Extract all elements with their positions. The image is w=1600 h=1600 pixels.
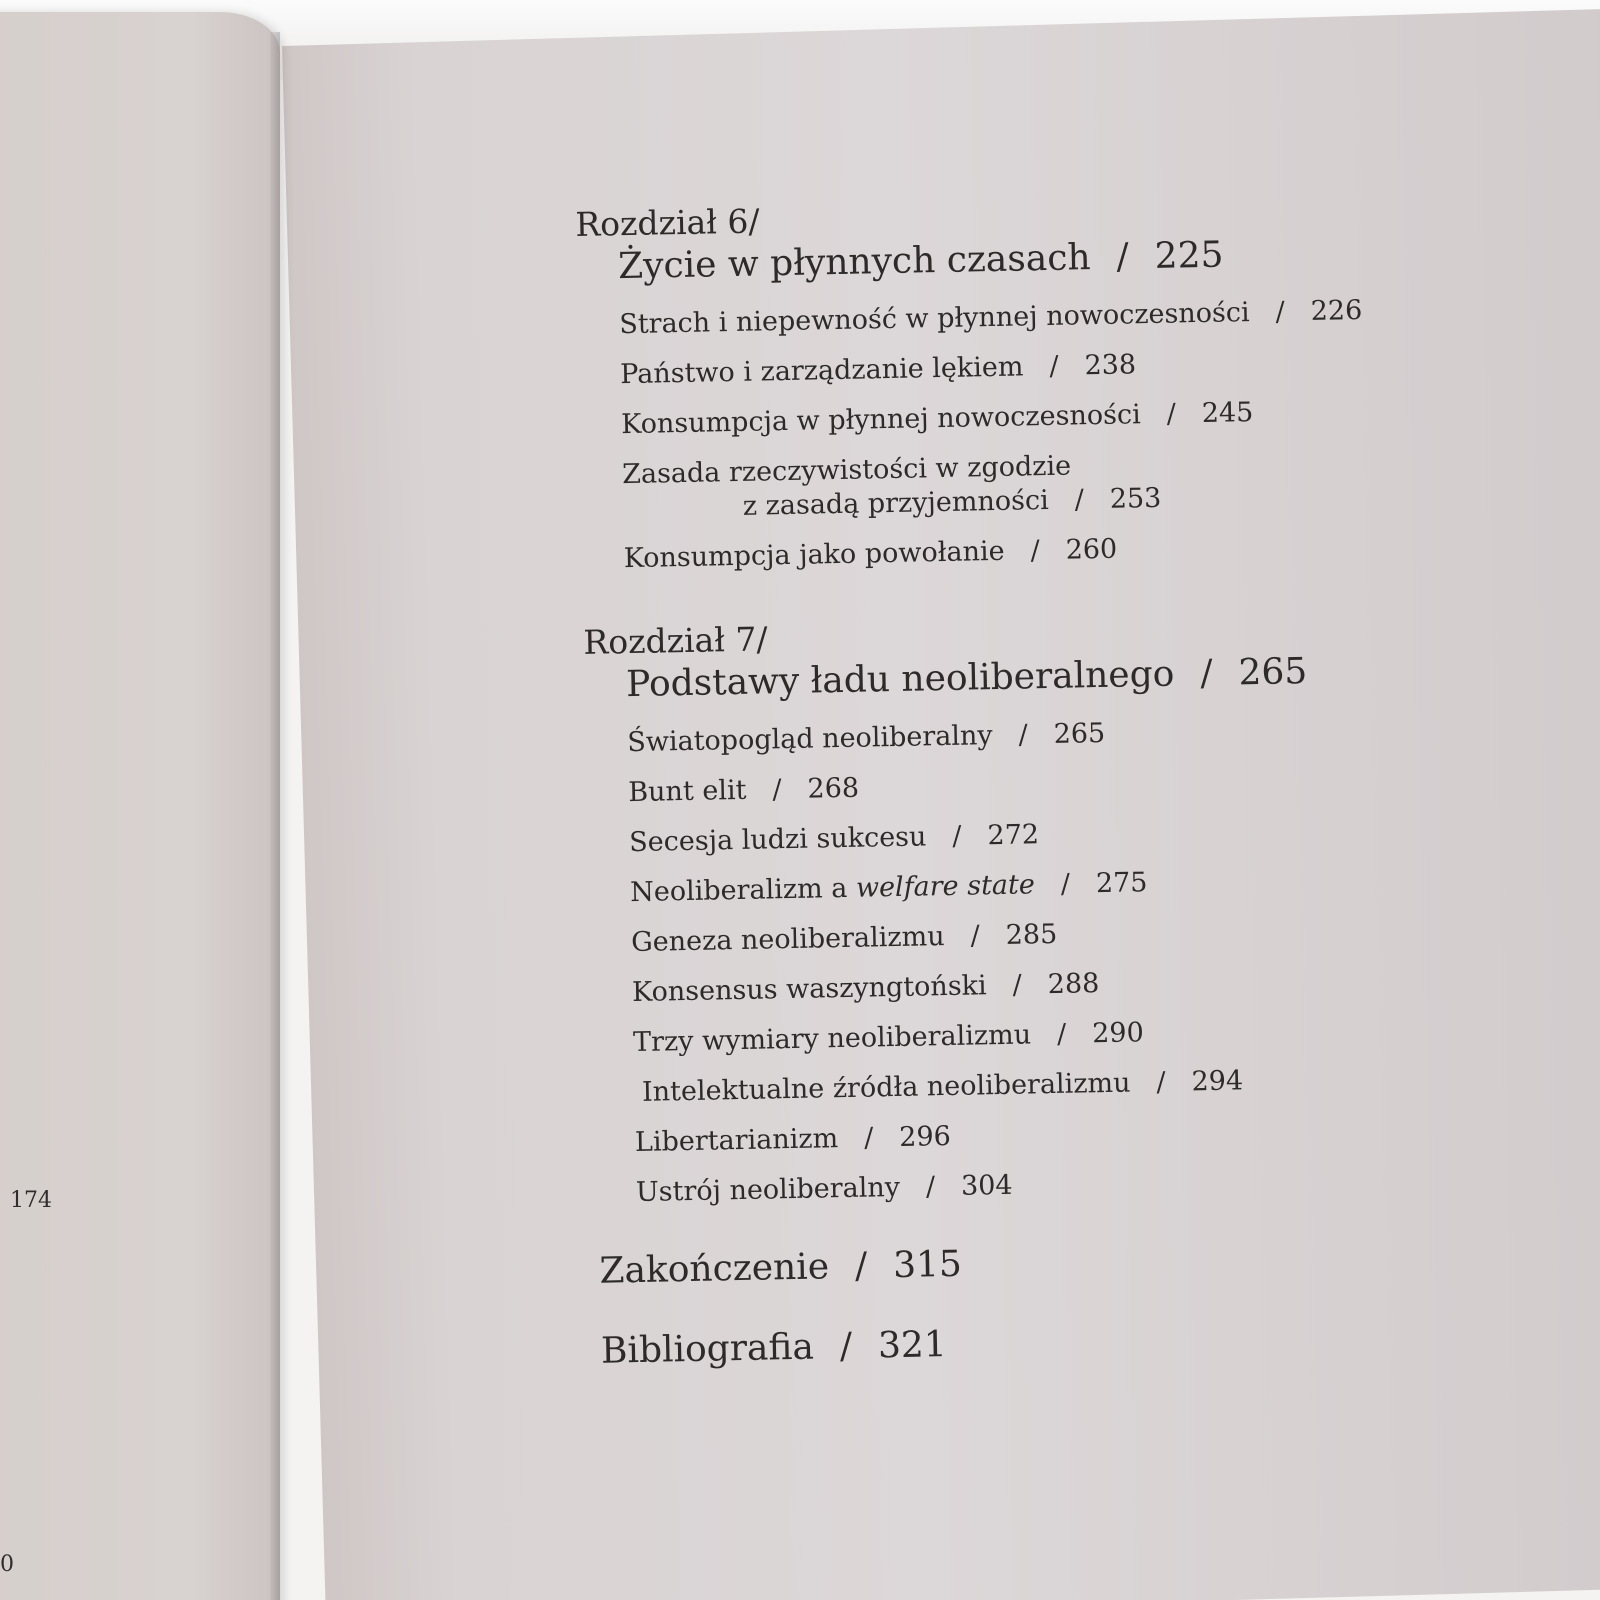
page-number: 265 — [1053, 717, 1106, 750]
page-number: 288 — [1047, 968, 1100, 1001]
toc-entry — [635, 1110, 1493, 1160]
toc-entry — [631, 910, 1489, 960]
chapter-label: Rozdział 6/ — [575, 201, 760, 244]
entry-text: Światopogląd neoliberalny — [627, 720, 993, 759]
toc-entry — [630, 860, 1488, 910]
entry-text: Neoliberalizm a — [629, 872, 857, 909]
entry-text: Libertarianizm — [634, 1123, 839, 1159]
separator: / — [839, 1325, 853, 1368]
entry-text: Secesja ludzi sukcesu — [628, 821, 927, 859]
separator: / — [772, 774, 782, 806]
page-number: 315 — [892, 1243, 963, 1287]
entry-text: Intelektualne źródła neoliberalizmu — [641, 1067, 1131, 1108]
separator: / — [1199, 652, 1213, 695]
left-page — [0, 12, 280, 1600]
entry-text: Zasada rzeczywistości w zgodzie — [621, 450, 1072, 491]
toc-entry — [628, 760, 1486, 810]
separator: / — [925, 1171, 936, 1203]
entry-text: Geneza neoliberalizmu — [630, 921, 945, 959]
entry-text: Trzy wymiary neoliberalizmu — [632, 1019, 1032, 1059]
entry-text: Konsensus waszyngtoński — [631, 970, 987, 1009]
separator: / — [863, 1122, 874, 1154]
page-number: 321 — [877, 1324, 948, 1367]
page-number: 290 — [1091, 1017, 1145, 1050]
entry-text: Ustrój neoliberalny — [635, 1171, 901, 1209]
entry-text: Państwo i zarządzanie lękiem — [619, 351, 1024, 391]
left-page-number: 174 — [10, 1188, 52, 1213]
page-number: 253 — [1109, 482, 1162, 515]
toc-entry — [642, 1060, 1492, 1110]
chapter-6 — [575, 188, 1482, 577]
entry-text: Bibliografia — [600, 1326, 815, 1372]
separator: / — [1049, 350, 1059, 382]
toc-entry — [621, 392, 1479, 442]
separator: / — [1056, 1018, 1067, 1050]
toc-entry — [632, 960, 1490, 1010]
separator: / — [1275, 296, 1285, 328]
toc-entry — [622, 442, 1481, 526]
chapter-7 — [583, 606, 1494, 1211]
toc-entry-bibliography — [601, 1312, 1498, 1375]
separator: / — [854, 1245, 868, 1287]
toc-entry — [629, 810, 1487, 860]
toc-entry — [636, 1160, 1494, 1210]
separator: / — [1074, 484, 1085, 516]
page-number: 296 — [898, 1120, 952, 1153]
page-number: 226 — [1310, 294, 1363, 327]
separator: / — [1156, 1066, 1166, 1098]
page-number: 272 — [987, 819, 1040, 852]
toc-entry — [620, 342, 1478, 392]
toc-entry — [623, 526, 1481, 576]
entry-text: Konsumpcja w płynnej nowoczesności — [620, 399, 1141, 441]
entry-text: Zakończenie — [599, 1246, 830, 1292]
page-number: 260 — [1065, 533, 1118, 566]
page-number: 238 — [1084, 349, 1137, 382]
page-number: 245 — [1201, 397, 1254, 430]
page-number: 304 — [960, 1169, 1013, 1202]
separator: / — [1018, 719, 1028, 751]
page-number: 268 — [807, 772, 860, 805]
separator: / — [1030, 535, 1040, 567]
chapter-title-text: Życie w płynnych czasach — [617, 237, 1091, 288]
separator: / — [1116, 236, 1130, 278]
entry-text: Bunt elit — [627, 774, 747, 809]
page-number: 225 — [1154, 234, 1224, 277]
chapter-label: Rozdział 7/ — [583, 619, 768, 662]
toc-entry — [627, 710, 1485, 760]
entry-text: Strach i niepewność w płynnej nowoczesności — [619, 297, 1250, 341]
page-number: 294 — [1191, 1065, 1244, 1098]
separator: / — [1012, 969, 1023, 1001]
toc-entry — [619, 292, 1477, 342]
entry-text: Konsumpcja jako powołanie — [623, 535, 1005, 575]
entry-text-continued: z zasadą przyjemności — [742, 484, 1049, 522]
separator: / — [1166, 398, 1177, 430]
separator: / — [1060, 868, 1071, 900]
entry-text-italic: welfare state — [855, 869, 1036, 904]
table-of-contents — [575, 188, 1498, 1409]
separator: / — [970, 920, 980, 952]
chapter-title-text: Podstawy ładu neoliberalnego — [625, 653, 1175, 706]
left-page-number-partial: 0 — [0, 1552, 14, 1577]
page-edge-shadow — [270, 32, 280, 1600]
separator: / — [952, 820, 962, 852]
toc-entry — [633, 1010, 1491, 1060]
page-number: 285 — [1005, 918, 1058, 951]
page-number: 275 — [1095, 867, 1148, 900]
page-number: 265 — [1238, 651, 1308, 694]
